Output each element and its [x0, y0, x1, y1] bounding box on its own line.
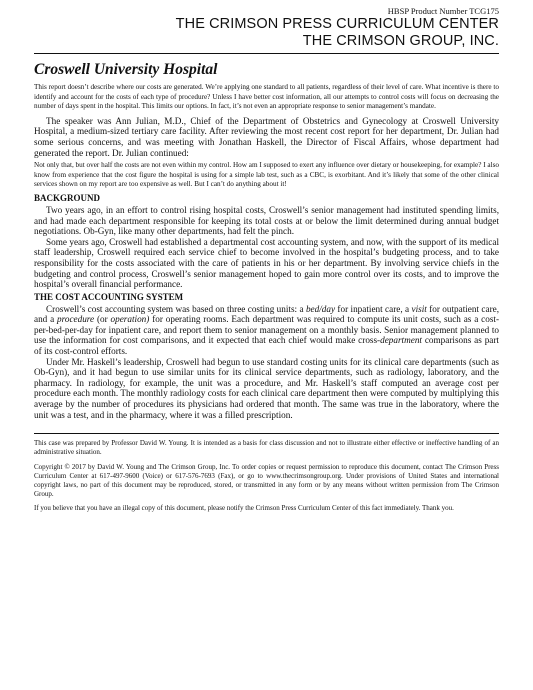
text-run: for outpatient care, and a: [34, 303, 500, 325]
background-paragraph-2: Some years ago, Croswell had established a departmental cost accounting system, and now, with the support of its medical staff leadership, Croswell required each service chief to become involved in the hospital’s budgeting process, and to take responsibility for the costs associated with the care of patients in his or her department. By involving service chiefs in the budgeting and control process, Croswell’s senior management hoped to gain more control over its costs, and to improve the hospital’s overall financial performance.: [34, 236, 499, 290]
product-number: HBSP Product Number TCG175: [387, 6, 499, 16]
org-name-line1: THE CRIMSON PRESS CURRICULUM CENTER: [175, 16, 499, 32]
term-visit: visit: [411, 303, 427, 314]
term-procedure: procedure: [57, 314, 95, 325]
cost-system-paragraph-2: Under Mr. Haskell’s leadership, Croswell had begun to use standard costing units for its clinical care departments (such as Ob-Gyn), and it had begun to use similar units for its clinical service departments, such as radiology, laboratory, and the pharmacy. In radiology, for example, the unit was a procedure, and Mr. Haskell’s staff computed an average cost per procedure each month. The monthly radiology costs for each clinical care department then were computed by multiplying this average by the number of procedures its physicians had ordered that month. The same was true in the laboratory, where the unit was a test, and in the pharmacy, where it was a filled prescription.: [34, 356, 499, 420]
background-heading: BACKGROUND: [34, 192, 101, 203]
text-run: (or: [94, 314, 111, 325]
footer-rule: [34, 433, 499, 434]
org-name-line2: THE CRIMSON GROUP, INC.: [302, 33, 499, 49]
header-rule: [34, 53, 499, 54]
background-paragraph-1: Two years ago, in an effort to control rising hospital costs, Croswell’s senior management had instituted spending limits, and had made each department responsible for keeping its total costs at or below the limit determined during annual budget negotiations. Ob-Gyn, like many other departments, had felt the pinch.: [34, 204, 499, 237]
case-title: Croswell University Hospital: [34, 61, 218, 78]
text-run: comparisons as part of its cost-control efforts.: [34, 335, 499, 357]
footer-attribution: This case was prepared by Professor David W. Young. It is intended as a basis for class discussion and not to illustrate either effective or ineffective handling of an administrative situation.: [34, 439, 499, 457]
text-run: for operating rooms. Each department was required to compute its unit costs, such as a cost-per-bed-per-day for inpatient care, and report them to senior management on a monthly basis. Senior management planned to use the information for cost comparisons, and it expected that each chief would make cross-: [34, 314, 500, 346]
julian-quote: Not only that, but over half the costs are not even within my control. How am I supposed to exert any influence over dietary or housekeeping, for example? I also know from experience that the cost figure the hospital is using for a simple lab test, such as a CBC, is exorbitant. And it’s likely that some of the other clinical services shown on my report are too expensive as well. But I can’t do anything about it!: [34, 161, 499, 189]
intro-paragraph: The speaker was Ann Julian, M.D., Chief of the Department of Obstetrics and Gynecology at Croswell University Hospital, a medium-sized tertiary care facility. After reviewing the most recent cost report for her department, Dr. Julian had some serious concerns, and was meeting with Jonathan Haskell, the Director of Fiscal Affairs, whose department had generated the report. Dr. Julian continued:: [34, 115, 499, 158]
text-run: Croswell’s cost accounting system was based on three costing units: a: [46, 303, 306, 314]
header: [34, 0, 499, 50]
abstract-quote: This report doesn’t describe where our costs are generated. We’re applying one standard to all patients, regardless of their level of care. What incentive is there to identify and account for the costs of each type of procedure? Unless I have better cost information, all our attempts to control costs will focus on decreasing the number of days spent in the hospital. This limits our options. In fact, it’s not even an appropriate response to senior management’s mandate.: [34, 83, 499, 111]
term-operation: operation): [110, 314, 150, 325]
term-department: department: [380, 335, 422, 346]
text-run: for inpatient care, a: [335, 303, 412, 314]
cost-system-heading: THE COST ACCOUNTING SYSTEM: [34, 291, 184, 302]
footer-copyright: Copyright © 2017 by David W. Young and The Crimson Group, Inc. To order copies or request permission to reproduce this document, contact The Crimson Press Curriculum Center at 617-497-9600 (Voice) or 617-576-7693 (Fax), or go to www.thecrimsongroup.org. Under provisions of United States and international copyright laws, no part of this document may be reproduced, stored, or transmitted in any form or by any means without written permission from The Crimson Group.: [34, 462, 499, 499]
term-bedday: bed/day: [305, 303, 336, 314]
cost-system-paragraph-1: [34, 304, 499, 357]
footer-notice: If you believe that you have an illegal copy of this document, please notify the Crimson Press Curriculum Center of this fact immediately. Thank you.: [34, 504, 454, 513]
